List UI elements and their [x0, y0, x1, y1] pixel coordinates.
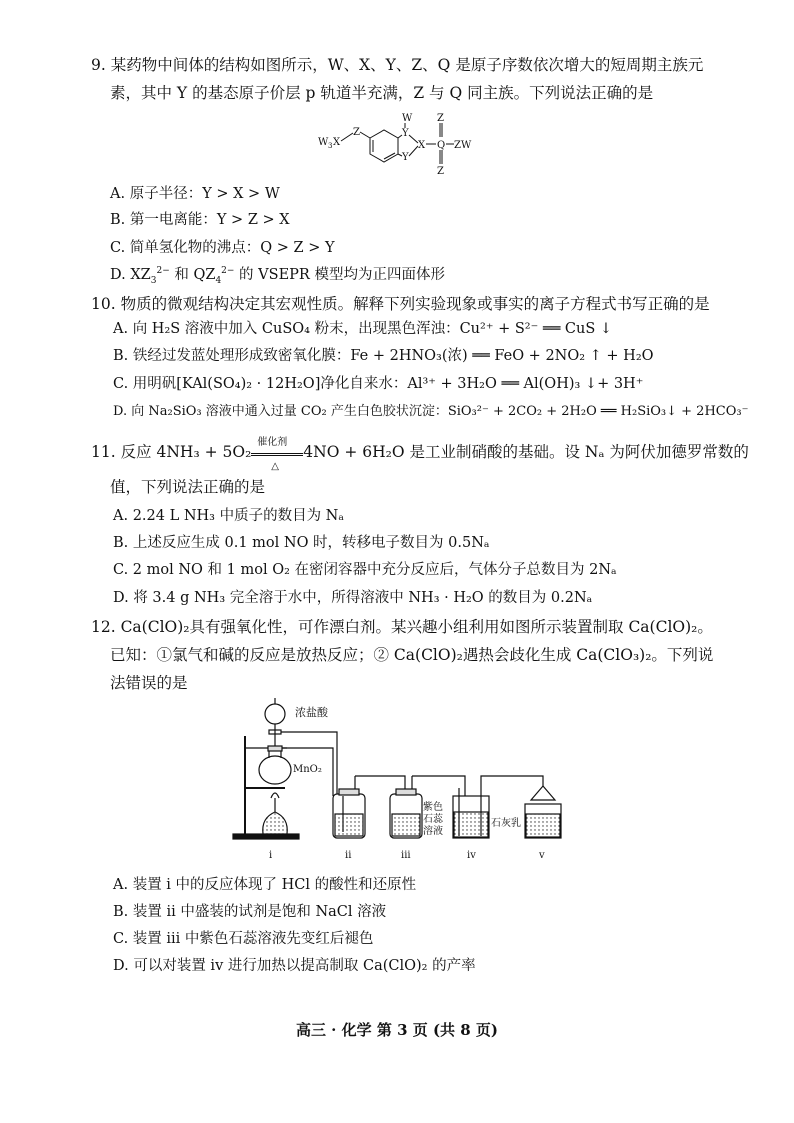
- q11-option-a: A. 2.24 L NH₃ 中质子的数目为 Nₐ: [113, 508, 344, 524]
- q10-option-c: C. 用明矾[KAl(SO₄)₂ · 12H₂O]净化自来水：Al³⁺ + 3H₂O ══ Al(OH)₃ ↓+ 3H⁺: [113, 376, 644, 392]
- q10-option-d: D. 向 Na₂SiO₃ 溶液中通入过量 CO₂ 产生白色胶状沉淀：SiO₃²⁻ + 2CO₂ + 2H₂O ══ H₂SiO₃↓ + 2HCO₃⁻: [113, 404, 749, 419]
- q9-option-d-mid: 和 QZ: [169, 267, 216, 283]
- label-w: W: [318, 137, 329, 148]
- hcl-label: 浓盐酸: [295, 706, 328, 719]
- label-y-top: Y: [402, 128, 409, 139]
- q10-option-b: B. 铁经过发蓝处理形成致密氧化膜：Fe + 2HNO₃(浓) ══ FeO + 2NO₂ ↑ + H₂O: [113, 348, 654, 364]
- q9-option-d-sup1: 2−: [156, 266, 170, 277]
- q11-stem-post: 4NO + 6H₂O 是工业制硝酸的基础。设 Nₐ 为阿伏加德罗常数的: [303, 443, 749, 461]
- alcohol-lamp: [263, 812, 288, 834]
- q11-option-d: D. 将 3.4 g NH₃ 完全溶于水中，所得溶液中 NH₃ · H₂O 的数目为 0.2Nₐ: [113, 590, 593, 606]
- label-x: X: [333, 137, 341, 148]
- q9-option-d-pre: D. XZ: [110, 267, 151, 283]
- q10-option-a: A. 向 H₂S 溶液中加入 CuSO₄ 粉末，出现黑色浑浊：Cu²⁺ + S²⁻ ══ CuS ↓: [113, 321, 613, 337]
- tag-ii: ii: [345, 850, 352, 861]
- label-y-bottom: Y: [402, 152, 409, 163]
- inverted-funnel-v: [531, 786, 555, 800]
- litmus-label-3: 溶液: [423, 826, 443, 837]
- mno2-label: MnO₂: [293, 764, 322, 775]
- q11-stem-pre: 11. 反应 4NH₃ + 5O₂: [91, 443, 252, 461]
- tag-iv: iv: [467, 850, 476, 861]
- heat-label: △: [271, 461, 279, 472]
- q12-apparatus-diagram: [225, 696, 590, 868]
- round-bottom-flask: [259, 756, 291, 784]
- litmus-label-2: 石蕊: [423, 814, 443, 825]
- q9-option-b: B. 第一电离能：Y > Z > X: [110, 212, 290, 228]
- q11-option-b: B. 上述反应生成 0.1 mol NO 时，转移电子数目为 0.5Nₐ: [113, 535, 490, 551]
- q10-stem: 10. 物质的微观结构决定其宏观性质。解释下列实验现象或事实的离子方程式书写正确的是: [91, 295, 710, 313]
- label-z-bottom: Z: [437, 166, 444, 176]
- q9-option-c: C. 简单氢化物的沸点：Q > Z > Y: [110, 240, 335, 256]
- reaction-arrow: [251, 437, 303, 472]
- q12-stem-line2: 已知：①氯气和碱的反应是放热反应；② Ca(ClO)₂遇热会歧化生成 Ca(ClO₃)₂。下列说: [110, 646, 714, 664]
- label-q: Q: [437, 140, 446, 151]
- q11-stem-line2: 值，下列说法正确的是: [110, 478, 266, 496]
- q9-option-d: [110, 264, 445, 286]
- label-sub3: 3: [328, 142, 333, 150]
- iron-stand-base: [233, 834, 299, 839]
- q12-option-a: A. 装置 i 中的反应体现了 HCl 的酸性和还原性: [113, 877, 417, 893]
- catalyst-label: 催化剂: [257, 437, 288, 448]
- delivery-tube-4: [481, 776, 543, 788]
- label-z: Z: [353, 127, 360, 138]
- q12-stem-line1: 12. Ca(ClO)₂具有强氧化性，可作漂白剂。某兴趣小组利用如图所示装置制取 Ca(ClO)₂。: [91, 618, 713, 636]
- q9-stem-line1: 9. 某药物中间体的结构如图所示，W、X、Y、Z、Q 是原子序数依次增大的短周期主族元: [91, 56, 704, 74]
- q11-stem-line1: [91, 437, 749, 472]
- litmus-label-1: 紫色: [423, 802, 443, 813]
- page-footer: 高三 · 化学 第 3 页 (共 8 页): [295, 1021, 499, 1039]
- tag-iii: iii: [401, 850, 411, 861]
- label-x-right: X: [418, 140, 426, 151]
- label-w-top: W: [402, 113, 413, 124]
- tag-v: v: [539, 850, 545, 861]
- tag-i: i: [269, 850, 273, 861]
- q12-option-d: D. 可以对装置 iv 进行加热以提高制取 Ca(ClO)₂ 的产率: [113, 958, 476, 974]
- q12-stem-line3: 法错误的是: [110, 674, 188, 692]
- label-zw: ZW: [454, 140, 472, 151]
- q9-option-a: A. 原子半径：Y > X > W: [110, 186, 280, 202]
- q12-option-c: C. 装置 iii 中紫色石蕊溶液先变红后褪色: [113, 931, 374, 947]
- limewater-label: 石灰乳: [491, 818, 521, 829]
- q9-option-d-sup2: 2−: [221, 266, 235, 277]
- q12-option-b: B. 装置 ii 中盛装的试剂是饱和 NaCl 溶液: [113, 904, 387, 920]
- q9-option-d-sub1: 3: [150, 275, 157, 286]
- q9-molecule-structure: [300, 108, 520, 176]
- label-z-top: Z: [437, 113, 444, 124]
- q11-option-c: C. 2 mol NO 和 1 mol O₂ 在密闭容器中充分反应后，气体分子总数目为 2Nₐ: [113, 562, 617, 578]
- q9-option-d-post: 的 VSEPR 模型均为正四面体形: [234, 267, 445, 283]
- q9-option-d-sub2: 4: [215, 275, 222, 286]
- q9-stem-line2: 素，其中 Y 的基态原子价层 p 轨道半充满，Z 与 Q 同主族。下列说法正确的是: [110, 84, 654, 102]
- separatory-funnel: [265, 704, 285, 724]
